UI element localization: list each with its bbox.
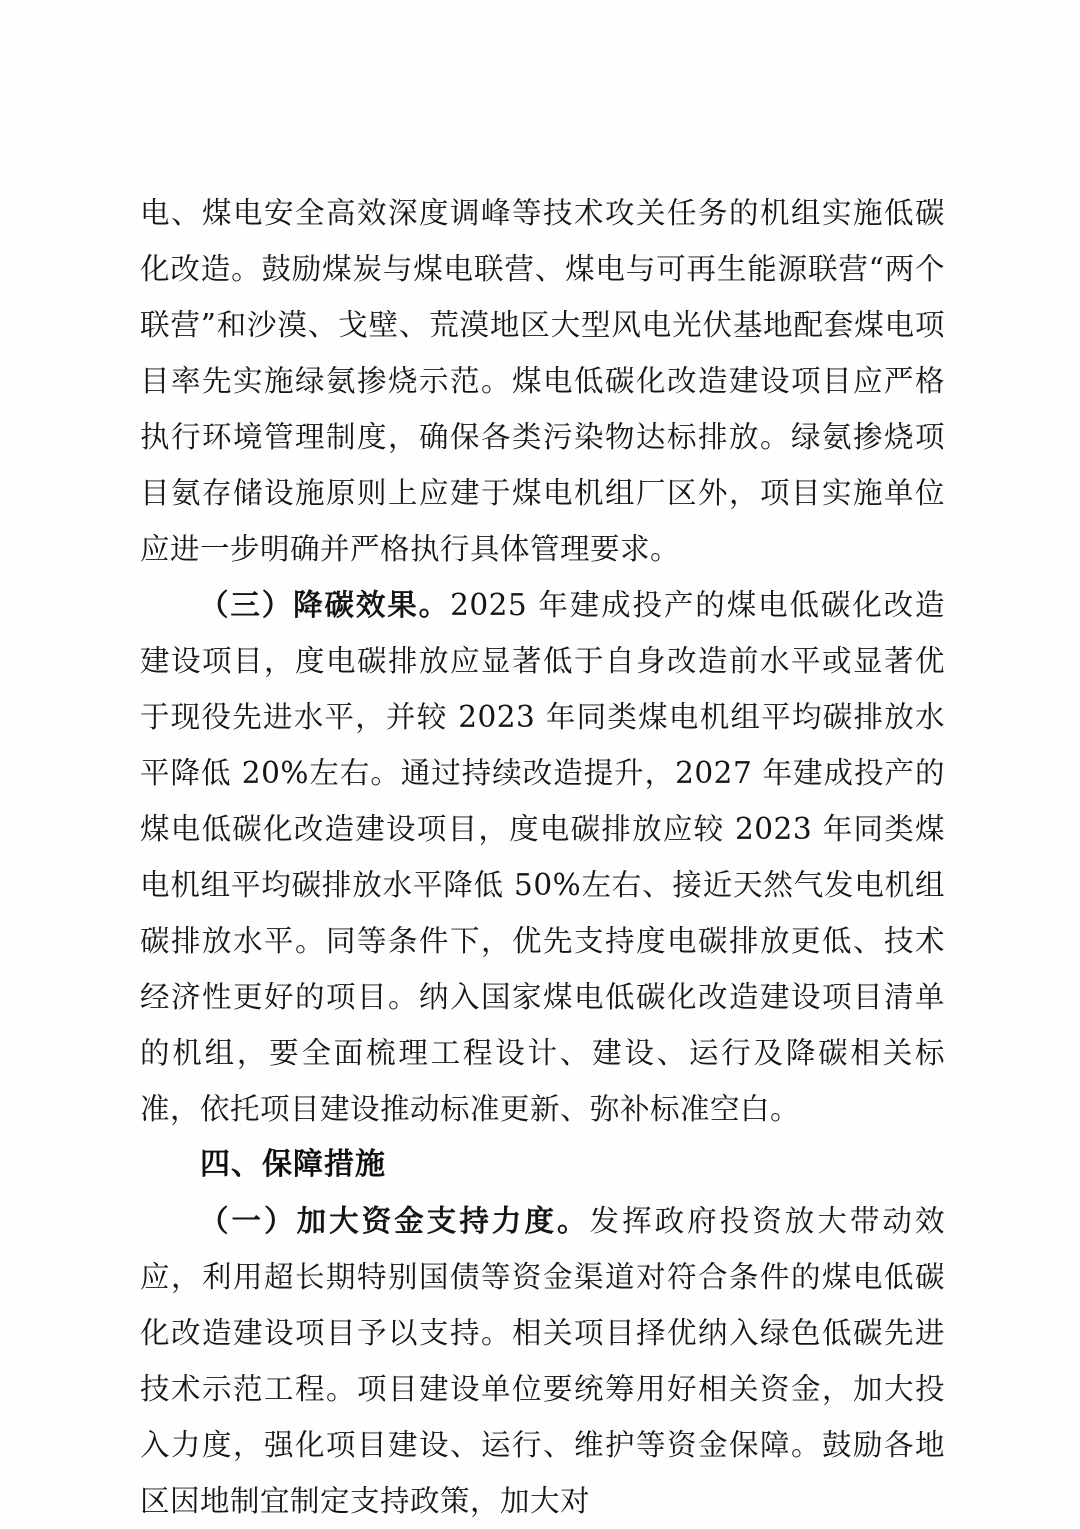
section-heading-safeguard-measures: 四、保障措施 [200, 1147, 386, 1182]
paragraph-lead-funding-support: （一）加大资金支持力度。 [199, 1204, 590, 1238]
document-body [140, 185, 945, 1529]
paragraph-text-carbon-reduction-effect: 2025 年建成投产的煤电低碳化改造建设项目，度电碳排放应显著低于自身改造前水平或显著优于现役先进水平，并较 2023 年同类煤电机组平均碳排放水平降低 20%左右。通过持续改造提升，2027 年建成投产的煤电低碳化改造建设项目，度电碳排放应较 2023 年同类煤电机组平均碳排放水平降低 50%左右、接近天然气发电机组碳排放水平。同等条件下，优先支持度电碳排放更低、技术经济性更好的项目。纳入国家煤电低碳化改造建设项目清单的机组，要全面梳理工程设计、建设、运行及降碳相关标准，依托项目建设推动标准更新、弥补标准空白。 [140, 588, 945, 1126]
paragraph-funding-support [140, 1193, 945, 1529]
paragraph-lead-carbon-reduction-effect: （三）降碳效果。 [199, 588, 451, 622]
paragraph-text-funding-support: 发挥政府投资放大带动效应，利用超长期特别国债等资金渠道对符合条件的煤电低碳化改造建设项目予以支持。相关项目择优纳入绿色低碳先进技术示范工程。项目建设单位要统筹用好相关资金，加大投入力度，强化项目建设、运行、维护等资金保障。鼓励各地区因地制宜制定支持政策，加大对 [140, 1204, 945, 1518]
paragraph-low-carbon-retrofit-continued: 电、煤电安全高效深度调峰等技术攻关任务的机组实施低碳化改造。鼓励煤炭与煤电联营、煤电与可再生能源联营“两个联营”和沙漠、戈壁、荒漠地区大型风电光伏基地配套煤电项目率先实施绿氨掺烧示范。煤电低碳化改造建设项目应严格执行环境管理制度，确保各类污染物达标排放。绿氨掺烧项目氨存储设施原则上应建于煤电机组厂区外，项目实施单位应进一步明确并严格执行具体管理要求。 [140, 196, 945, 566]
paragraph-carbon-reduction-effect [140, 577, 945, 1137]
